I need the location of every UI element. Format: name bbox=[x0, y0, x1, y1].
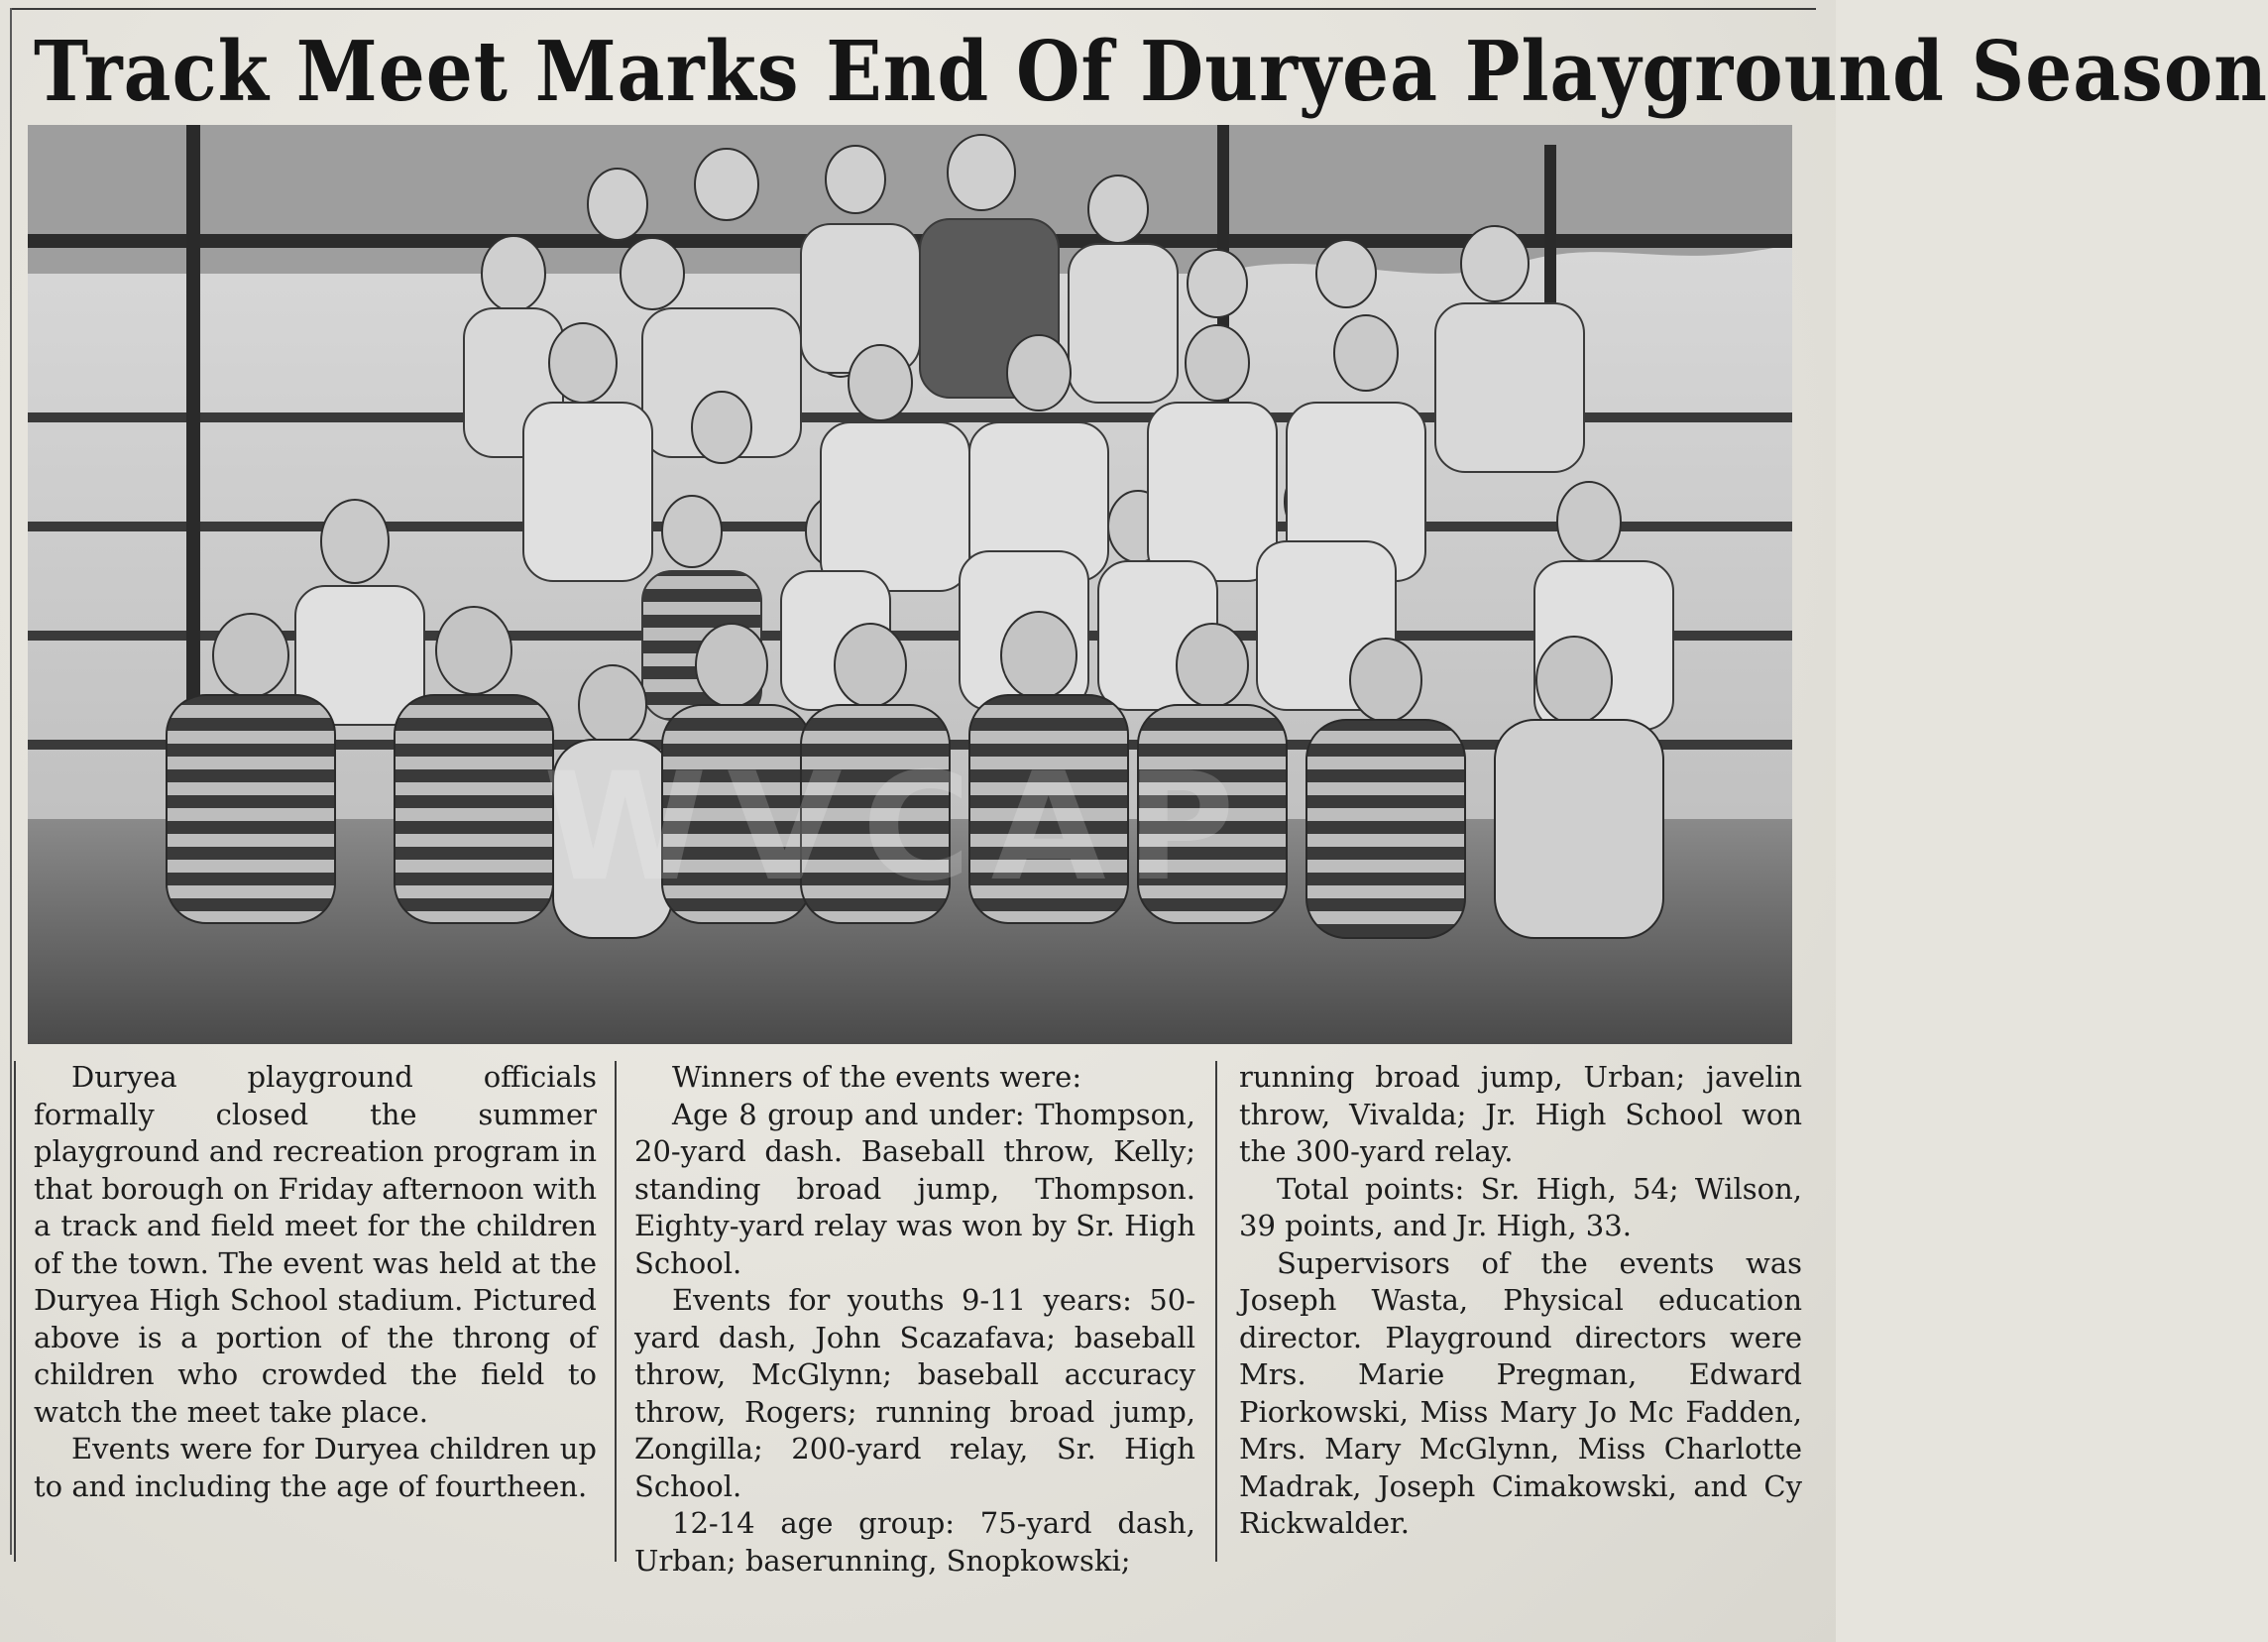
column2-paragraph-2: Age 8 group and under: Thompson, 20-yard dash. Baseball throw, Kelly; standing broad jump, Thompson. Eighty-yard relay was won by Sr. High School. bbox=[634, 1097, 1195, 1280]
top-rule bbox=[12, 8, 1816, 10]
column3-paragraph-1: running broad jump, Urban; javelin throw, Vivalda; Jr. High School won the 300-yard relay. bbox=[1239, 1060, 1802, 1168]
group-photo bbox=[28, 125, 1792, 1044]
column-rule-2 bbox=[1215, 1061, 1217, 1562]
column2-paragraph-1: Winners of the events were: bbox=[672, 1060, 1082, 1094]
article-column-3 bbox=[1239, 1059, 1802, 1575]
headline: Track Meet Marks End Of Duryea Playground Season bbox=[34, 24, 2268, 121]
column1-paragraph-1: Duryea playground officials formally closed the summer playground and recreation program in that borough on Friday afternoon with a track and field meet for the children of the town. The event was held at the Duryea High School stadium. Pictured above is a portion of the throng of children who crowded the field to watch the meet take place. bbox=[34, 1060, 597, 1429]
column3-paragraph-3: Supervisors of the events was Joseph Wasta, Physical education director. Playground directors were Mrs. Marie Pregman, Edward Piorkowski, Miss Mary Jo Mc Fadden, Mrs. Mary McGlynn, Miss Charlotte Madrak, Joseph Cimakowski, and Cy Rickwalder. bbox=[1239, 1245, 1802, 1540]
column2-paragraph-4: 12-14 age group: 75-yard dash, Urban; baserunning, Snopkowski; bbox=[634, 1506, 1195, 1578]
article-column-1 bbox=[34, 1059, 597, 1575]
column1-paragraph-2: Events were for Duryea children up to and including the age of fourtheen. bbox=[34, 1432, 597, 1503]
column3-paragraph-2: Total points: Sr. High, 54; Wilson, 39 points, and Jr. High, 33. bbox=[1239, 1171, 1802, 1242]
photo-watermark: WVCAP bbox=[543, 742, 1255, 914]
column-rule-1 bbox=[615, 1061, 617, 1562]
column-rule-left bbox=[14, 1061, 16, 1562]
article-column-2 bbox=[634, 1059, 1195, 1578]
column2-paragraph-3: Events for youths 9-11 years: 50-yard dash, John Scazafava; baseball throw, McGlynn; baseball accuracy throw, Rogers; running broad jump, Zongilla; 200-yard relay, Sr. High School. bbox=[634, 1283, 1195, 1503]
left-rule bbox=[10, 8, 12, 1555]
